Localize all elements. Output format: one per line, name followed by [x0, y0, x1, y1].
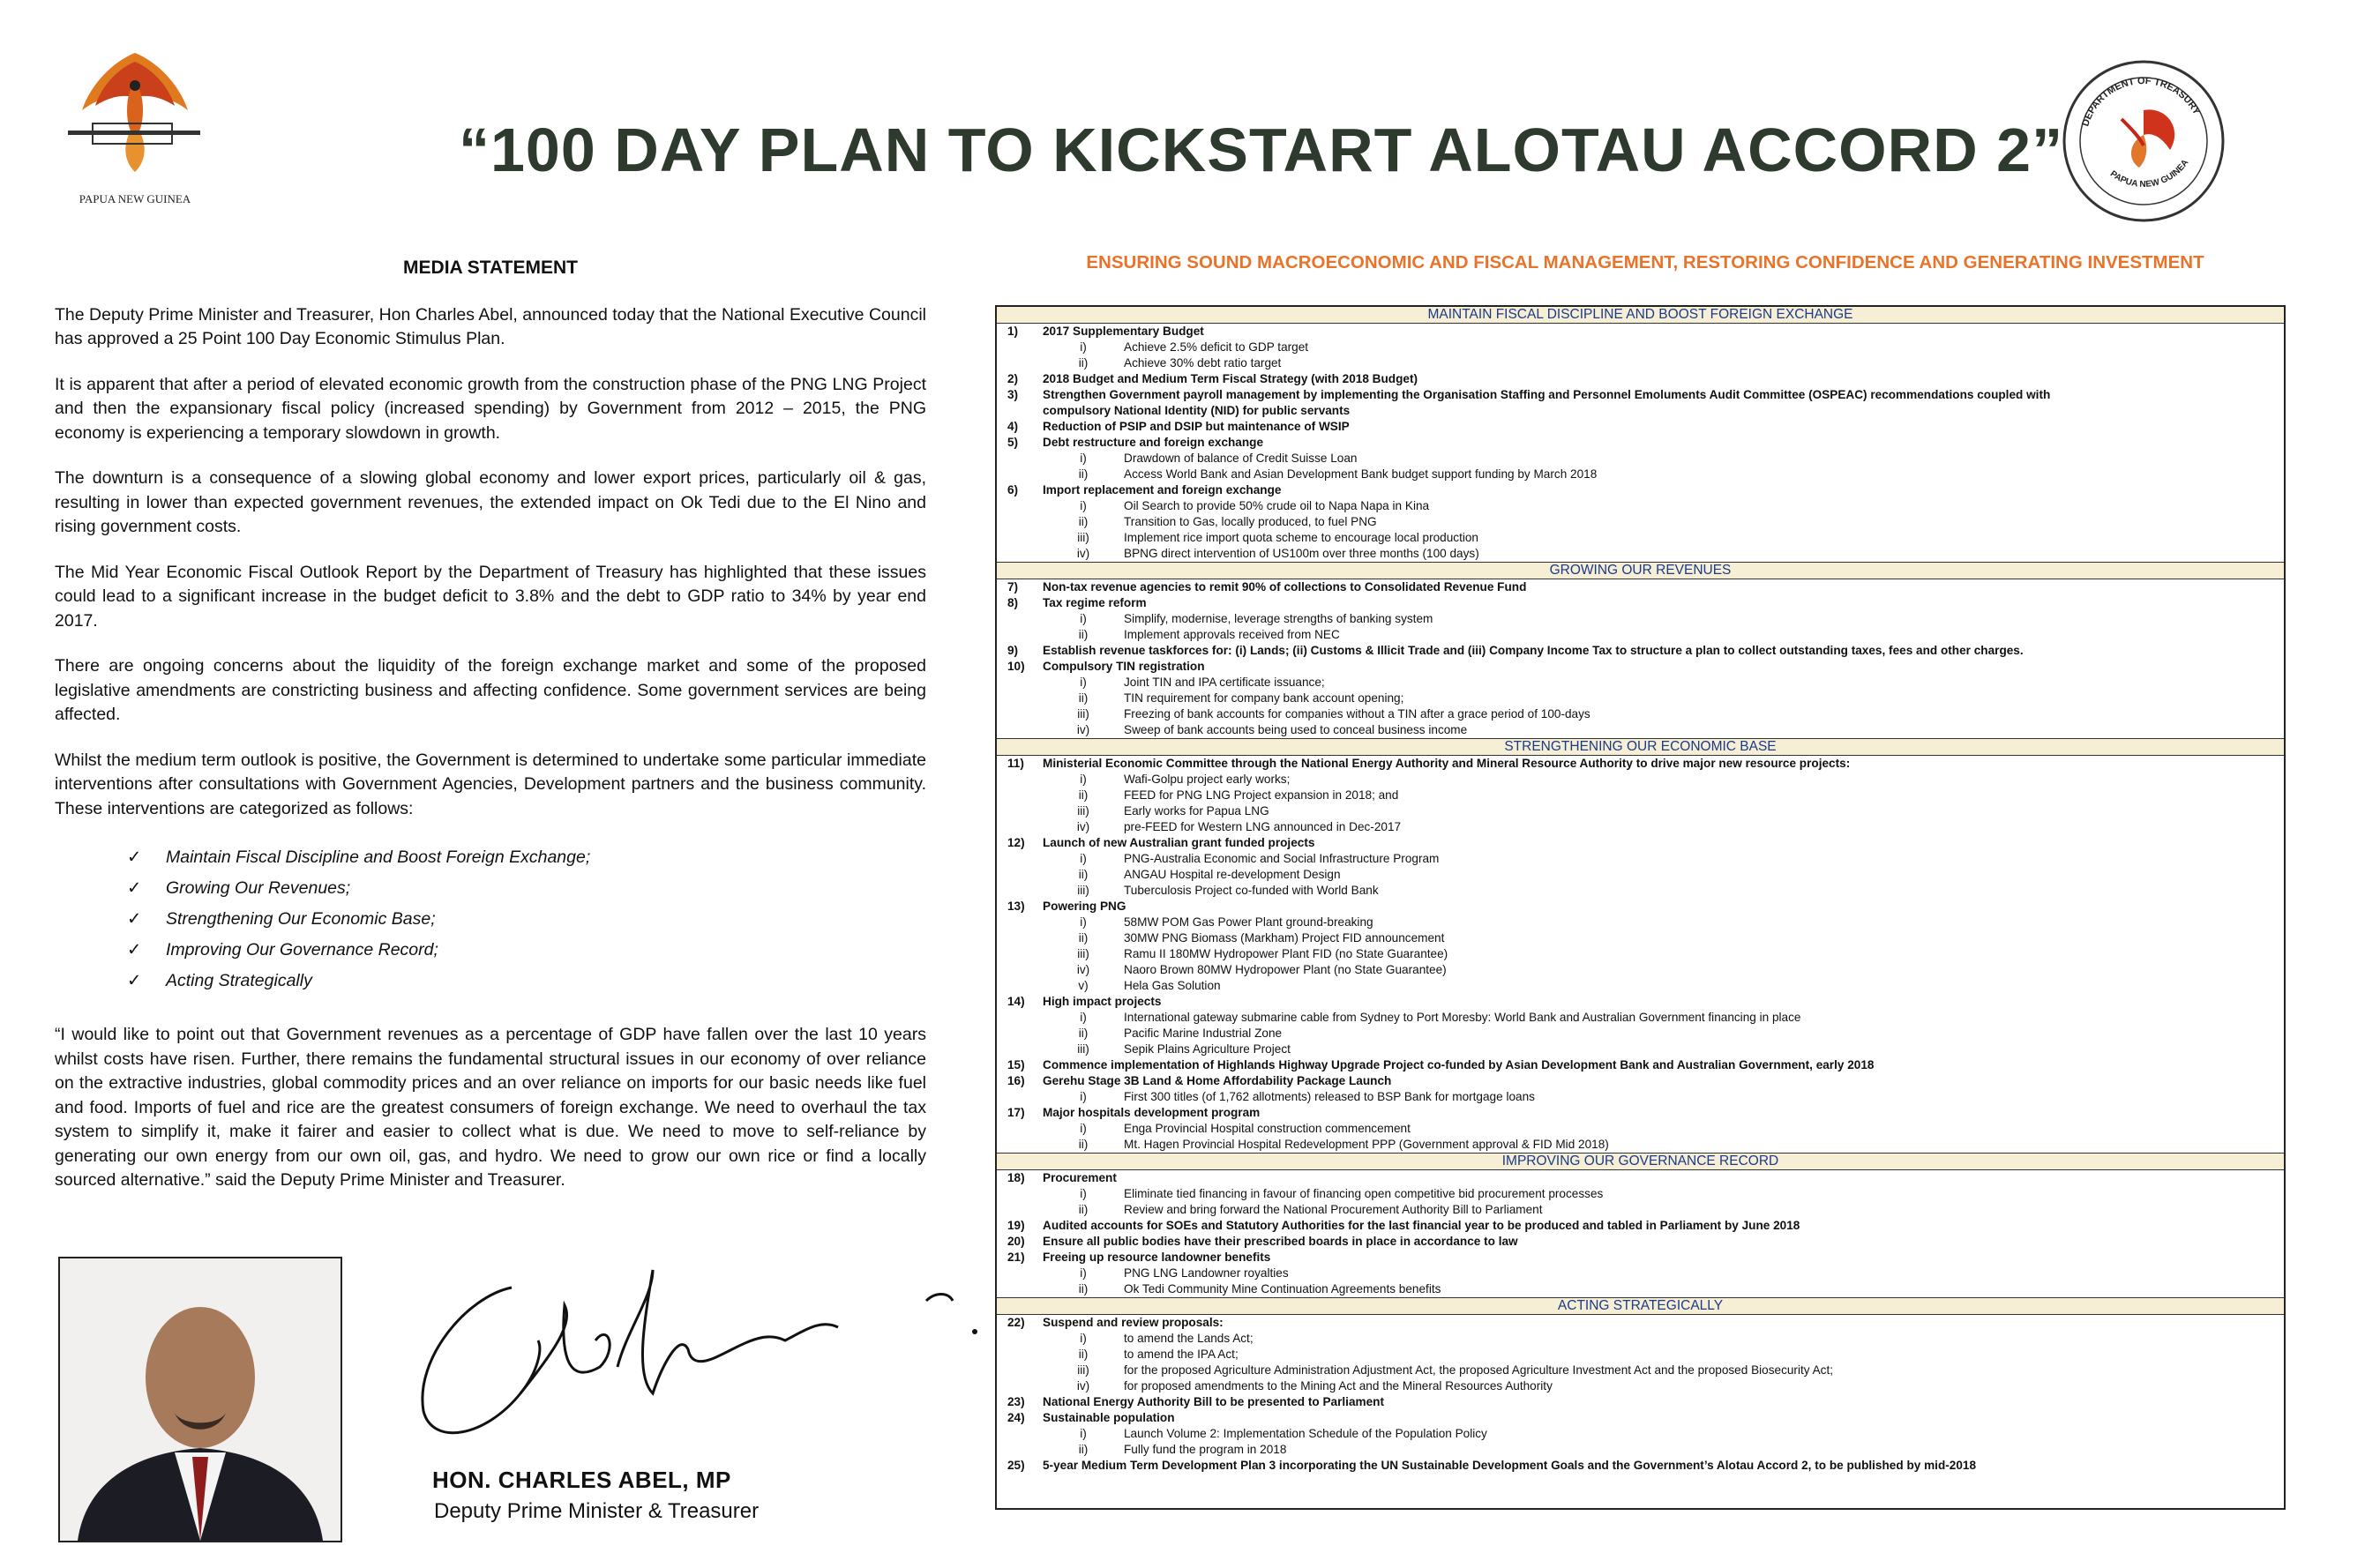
plan-subitem-text: Ok Tedi Community Mine Continuation Agreements benefits	[1124, 1282, 1441, 1295]
paragraph-2: It is apparent that after a period of elevated economic growth from the construction phase of the PNG LNG Project and then the expansionary fiscal policy (increased spending) by Government from 2012 – 2015, the PNG economy is experiencing a temporary slowdown in growth.	[55, 374, 926, 443]
plan-item	[997, 1218, 2284, 1234]
plan-subitem-text: 30MW PNG Biomass (Markham) Project FID announcement	[1124, 931, 1445, 945]
plan-item-text: 5-year Medium Term Development Plan 3 incorporating the UN Sustainable Development Goals and the Government’s Alotau Accord 2, to be published by mid-2018	[1043, 1459, 1977, 1472]
plan-subitem	[997, 1202, 2284, 1218]
plan-item	[997, 835, 2284, 851]
plan-subitem-numeral: i)	[1080, 1090, 1087, 1103]
plan-subitem-text: PNG LNG Landowner royalties	[1124, 1266, 1289, 1280]
plan-subitem	[997, 546, 2284, 562]
plan-subitem-numeral: iii)	[1077, 1042, 1089, 1056]
plan-subitem-numeral: ii)	[1078, 515, 1089, 528]
plan-item	[997, 1410, 2284, 1426]
plan-item-number: 19)	[1007, 1219, 1025, 1232]
plan-subitem	[997, 1089, 2284, 1105]
plan-subitem-numeral: ii)	[1078, 691, 1089, 705]
plan-subitem-numeral: iv)	[1076, 1379, 1090, 1393]
plan-subitem	[997, 1281, 2284, 1297]
plan-item	[997, 994, 2284, 1010]
plan-item-number: 4)	[1007, 420, 1019, 433]
plan-subitem	[997, 451, 2284, 467]
plan-subitem-text: PNG-Australia Economic and Social Infrastructure Program	[1124, 852, 1440, 865]
plan-item-number: 14)	[1007, 995, 1025, 1008]
plan-subitem-numeral: ii)	[1078, 1138, 1089, 1151]
plan-item	[997, 371, 2284, 387]
plan-subitem-text: Wafi-Golpu project early works;	[1124, 773, 1291, 786]
plan-item	[997, 579, 2284, 595]
plan-subitem-text: Achieve 30% debt ratio target	[1124, 356, 1282, 370]
plan-subitem-numeral: iii)	[1077, 1363, 1089, 1377]
plan-item-text: Debt restructure and foreign exchange	[1043, 436, 1264, 449]
plan-subitem	[997, 1042, 2284, 1057]
plan-subitem	[997, 788, 2284, 803]
plan-subitem-numeral: i)	[1080, 1122, 1087, 1135]
plan-item-text: Powering PNG	[1043, 900, 1126, 913]
plan-item-text: Import replacement and foreign exchange	[1043, 483, 1282, 497]
section-header: IMPROVING OUR GOVERNANCE RECORD	[997, 1153, 2284, 1170]
plan-subitem-numeral: iii)	[1077, 804, 1089, 818]
plan-item-text: 2018 Budget and Medium Term Fiscal Strategy (with 2018 Budget)	[1043, 372, 1418, 385]
plan-subitem	[997, 915, 2284, 930]
plan-subitem-numeral: ii)	[1078, 1203, 1089, 1216]
plan-subitem-text: to amend the Lands Act;	[1124, 1332, 1254, 1345]
plan-item	[997, 595, 2284, 611]
plan-item	[997, 1073, 2284, 1089]
plan-item-number: 1)	[1007, 325, 1019, 338]
plan-subitem	[997, 946, 2284, 962]
plan-subitem	[997, 819, 2284, 835]
plan-subitem-text: Tuberculosis Project co-funded with World Bank	[1124, 884, 1379, 897]
plan-item	[997, 1105, 2284, 1121]
section-header: GROWING OUR REVENUES	[997, 562, 2284, 579]
plan-subitem-text: 58MW POM Gas Power Plant ground-breaking	[1124, 915, 1373, 929]
papua-new-guinea-emblem	[57, 40, 212, 216]
plan-subitem-text: International gateway submarine cable from Sydney to Port Moresby: World Bank and Australian Government financing in place	[1124, 1011, 1801, 1024]
media-statement-heading: MEDIA STATEMENT	[403, 258, 578, 278]
paragraph-4: The Mid Year Economic Fiscal Outlook Report by the Department of Treasury has highlighted that these issues could lead to a significant increase in the budget deficit to 3.8% and the debt to GDP ratio to 34% by year end 2017.	[55, 562, 926, 631]
plan-subitem-text: Oil Search to provide 50% crude oil to Napa Napa in Kina	[1124, 499, 1430, 512]
checklist-item: ✓ Improving Our Governance Record;	[127, 935, 926, 966]
plan-item	[997, 1057, 2284, 1073]
plan-item	[997, 387, 2284, 403]
plan-subitem-text: Sepik Plains Agriculture Project	[1124, 1042, 1291, 1056]
paragraph-3: The downturn is a consequence of a slowing global economy and lower export prices, particularly oil & gas, resulting in lower than expected government revenues, the extended impact on Ok Tedi due to the El Nino and rising government costs.	[55, 468, 926, 536]
plan-item-number: 24)	[1007, 1411, 1025, 1424]
plan-subitem	[997, 1026, 2284, 1042]
checklist-item: ✓ Acting Strategically	[127, 966, 926, 997]
plan-subitem-numeral: i)	[1080, 612, 1087, 625]
plan-subtitle: ENSURING SOUND MACROECONOMIC AND FISCAL MANAGEMENT, RESTORING CONFIDENCE AND GENERATING INVESTMENT	[1086, 252, 2204, 273]
plan-subitem-numeral: ii)	[1078, 628, 1089, 641]
plan-subitem-numeral: i)	[1080, 1266, 1087, 1280]
check-icon: ✓	[127, 940, 142, 959]
check-icon: ✓	[127, 878, 142, 898]
plan-subitem	[997, 467, 2284, 482]
plan-subitem	[997, 1010, 2284, 1026]
plan-subitem-text: Achieve 2.5% deficit to GDP target	[1124, 340, 1309, 354]
paragraph-6: Whilst the medium term outlook is positive, the Government is determined to undertake some particular immediate interventions after consultations with Government Agencies, Development partners and the business community. These interventions are categorized as follows:	[55, 750, 926, 818]
check-icon: ✓	[127, 971, 142, 990]
checklist-item: ✓ Maintain Fiscal Discipline and Boost Foreign Exchange;	[127, 842, 926, 873]
plan-item	[997, 1234, 2284, 1250]
plan-item-text: compulsory National Identity (NID) for public servants	[1043, 404, 1351, 417]
plan-item	[997, 1250, 2284, 1266]
plan-item-number	[997, 403, 1043, 419]
plan-item-number: 25)	[1007, 1459, 1025, 1472]
plan-subitem-numeral: iv)	[1076, 723, 1090, 736]
plan-subitem-text: Access World Bank and Asian Development Bank budget support funding by March 2018	[1124, 467, 1598, 481]
plan-subitem	[997, 1363, 2284, 1378]
plan-subitem-text: Naoro Brown 80MW Hydropower Plant (no State Guarantee)	[1124, 963, 1447, 976]
plan-item-number: 9)	[1007, 644, 1019, 657]
plan-subitem-text: Simplify, modernise, leverage strengths of banking system	[1124, 612, 1433, 625]
plan-item-number: 15)	[1007, 1058, 1025, 1071]
plan-item-text: Freeing up resource landowner benefits	[1043, 1251, 1271, 1264]
plan-item-number: 11)	[1007, 757, 1024, 770]
plan-subitem-numeral: ii)	[1078, 788, 1089, 802]
paragraph-5: There are ongoing concerns about the liquidity of the foreign exchange market and some of the proposed legislative amendments are constricting business and affecting confidence. Some government services are being affected.	[55, 656, 926, 724]
plan-subitem	[997, 1137, 2284, 1153]
plan-subitem	[997, 851, 2284, 867]
plan-subitem	[997, 706, 2284, 722]
plan-item-number: 10)	[1007, 660, 1025, 673]
plan-item-text: Sustainable population	[1043, 1411, 1175, 1424]
plan-subitem-text: Joint TIN and IPA certificate issuance;	[1124, 676, 1325, 689]
plan-subitem-text: Review and bring forward the National Procurement Authority Bill to Parliament	[1124, 1203, 1543, 1216]
plan-item-number: 13)	[1007, 900, 1025, 913]
signatory-name: HON. CHARLES ABEL, MP	[432, 1467, 731, 1493]
plan-item-text: Tax regime reform	[1043, 596, 1147, 609]
plan-subitem-numeral: i)	[1080, 499, 1087, 512]
plan-subitem-numeral: ii)	[1078, 1348, 1089, 1361]
plan-item-text: Audited accounts for SOEs and Statutory Authorities for the last financial year to be produced and tabled in Parliament by June 2018	[1043, 1219, 1800, 1232]
plan-subitem-numeral: i)	[1080, 1187, 1087, 1200]
plan-item-number: 2)	[1007, 372, 1019, 385]
plan-subitem-numeral: iii)	[1077, 707, 1089, 721]
plan-item-text: Gerehu Stage 3B Land & Home Affordability Package Launch	[1043, 1074, 1392, 1087]
emblem-caption: PAPUA NEW GUINEA	[79, 192, 191, 205]
plan-subitem	[997, 930, 2284, 946]
plan-subitem-text: Implement approvals received from NEC	[1124, 628, 1340, 641]
plan-subitem	[997, 1186, 2284, 1202]
plan-subitem-numeral: v)	[1078, 979, 1089, 992]
plan-item	[997, 1170, 2284, 1186]
plan-subitem-numeral: i)	[1080, 773, 1087, 786]
signatory-title: Deputy Prime Minister & Treasurer	[434, 1499, 760, 1523]
plan-subitem-text: Ramu II 180MW Hydropower Plant FID (no State Guarantee)	[1124, 947, 1448, 960]
plan-subitem-text: Drawdown of balance of Credit Suisse Loan	[1124, 452, 1358, 465]
plan-item-number: 12)	[1007, 836, 1025, 849]
plan-item	[997, 1315, 2284, 1331]
plan-subitem-text: Freezing of bank accounts for companies without a TIN after a grace period of 100-days	[1124, 707, 1590, 721]
plan-subitem-numeral: ii)	[1078, 1443, 1089, 1456]
plan-subitem	[997, 340, 2284, 355]
plan-item-number: 7)	[1007, 580, 1019, 594]
plan-subitem-text: Hela Gas Solution	[1124, 979, 1221, 992]
plan-item-text: Ministerial Economic Committee through the National Energy Authority and Mineral Resource Authority to drive major new resource projects:	[1043, 757, 1851, 770]
plan-subitem	[997, 514, 2284, 530]
plan-subitem	[997, 867, 2284, 883]
plan-subitem	[997, 962, 2284, 978]
plan-item	[997, 756, 2284, 772]
plan-item-number: 8)	[1007, 596, 1019, 609]
plan-item-number: 16)	[1007, 1074, 1025, 1087]
plan-item-text: National Energy Authority Bill to be presented to Parliament	[1043, 1395, 1384, 1408]
plan-subitem-numeral: ii)	[1078, 931, 1089, 945]
media-statement	[55, 256, 926, 1214]
plan-subitem	[997, 1266, 2284, 1281]
plan-subitem-numeral: iv)	[1076, 820, 1090, 833]
logo-bottom-text: PAPUA NEW GUINEA	[2107, 158, 2191, 190]
plan-item	[997, 1394, 2284, 1410]
plan-subitem-numeral: i)	[1080, 452, 1087, 465]
section-header: STRENGTHENING OUR ECONOMIC BASE	[997, 738, 2284, 756]
category-checklist	[55, 842, 926, 997]
plan-subitem	[997, 627, 2284, 643]
check-icon: ✓	[127, 909, 142, 929]
plan-item	[997, 643, 2284, 659]
plan-subitem	[997, 498, 2284, 514]
section-header: ACTING STRATEGICALLY	[997, 1297, 2284, 1315]
plan-subitem-text: Pacific Marine Industrial Zone	[1124, 1027, 1283, 1040]
paragraph-1: The Deputy Prime Minister and Treasurer, Hon Charles Abel, announced today that the National Executive Council has approved a 25 Point 100 Day Economic Stimulus Plan.	[55, 304, 926, 348]
plan-item-number: 6)	[1007, 483, 1019, 497]
plan-item-number: 17)	[1007, 1106, 1025, 1119]
plan-subitem-text: for proposed amendments to the Mining Act and the Mineral Resources Authority	[1124, 1379, 1553, 1393]
plan-subitem	[997, 772, 2284, 788]
plan-item-text: Procurement	[1043, 1171, 1117, 1184]
plan-subitem-numeral: ii)	[1078, 1027, 1089, 1040]
plan-subitem-text: FEED for PNG LNG Project expansion in 2018; and	[1124, 788, 1399, 802]
plan-item-text: Non-tax revenue agencies to remit 90% of collections to Consolidated Revenue Fund	[1043, 580, 1527, 594]
plan-item-text: Ensure all public bodies have their prescribed boards in place in accordance to law	[1043, 1235, 1518, 1248]
plan-item	[997, 1458, 2284, 1474]
portrait-photo	[58, 1257, 342, 1542]
plan-item-text: Suspend and review proposals:	[1043, 1316, 1224, 1329]
plan-item-number: 18)	[1007, 1171, 1025, 1184]
plan-item	[997, 435, 2284, 451]
page-title: “100 DAY PLAN TO KICKSTART ALOTAU ACCORD 2”	[459, 116, 2064, 184]
plan-item-text: Reduction of PSIP and DSIP but maintenance of WSIP	[1043, 420, 1350, 433]
plan-subitem-numeral: i)	[1080, 915, 1087, 929]
plan-subitem-numeral: i)	[1080, 1011, 1087, 1024]
plan-subitem-numeral: i)	[1080, 852, 1087, 865]
plan-subitem-numeral: iii)	[1077, 947, 1089, 960]
plan-item-number: 23)	[1007, 1395, 1025, 1408]
plan-subitem-text: First 300 titles (of 1,762 allotments) released to BSP Bank for mortgage loans	[1124, 1090, 1535, 1103]
check-icon: ✓	[127, 847, 142, 867]
plan-subitem	[997, 1442, 2284, 1458]
plan-subitem	[997, 1347, 2284, 1363]
plan-table	[995, 305, 2286, 1510]
logo-top-text: DEPARTMENT OF TREASURY	[2080, 75, 2202, 128]
plan-subitem-numeral: i)	[1080, 676, 1087, 689]
plan-subitem-text: pre-FEED for Western LNG announced in Dec-2017	[1124, 820, 1402, 833]
plan-subitem-numeral: iii)	[1077, 884, 1089, 897]
plan-subitem-numeral: i)	[1080, 340, 1087, 354]
plan-subitem-numeral: iv)	[1076, 547, 1090, 560]
plan-subitem-text: Implement rice import quota scheme to encourage local production	[1124, 531, 1478, 544]
plan-item	[997, 482, 2284, 498]
plan-item-text: 2017 Supplementary Budget	[1043, 325, 1204, 338]
plan-subitem	[997, 722, 2284, 738]
plan-item	[997, 419, 2284, 435]
plan-subitem-text: Fully fund the program in 2018	[1124, 1443, 1287, 1456]
plan-subitem-text: BPNG direct intervention of US100m over three months (100 days)	[1124, 547, 1479, 560]
plan-item-text: Strengthen Government payroll management by implementing the Organisation Staffing and Personnel Emoluments Audit Committee (OSPEAC) recommendations coupled with	[1043, 388, 2051, 401]
plan-subitem-numeral: iii)	[1077, 531, 1089, 544]
plan-item-text: Launch of new Australian grant funded projects	[1043, 836, 1315, 849]
department-of-treasury-logo	[2060, 57, 2227, 225]
plan-subitem	[997, 1331, 2284, 1347]
plan-subitem	[997, 1378, 2284, 1394]
plan-item-number: 21)	[1007, 1251, 1025, 1264]
plan-subitem-numeral: ii)	[1078, 356, 1089, 370]
plan-item	[997, 899, 2284, 915]
plan-item-text: High impact projects	[1043, 995, 1162, 1008]
plan-subitem-numeral: i)	[1080, 1427, 1087, 1440]
checklist-item: ✓ Growing Our Revenues;	[127, 873, 926, 904]
plan-subitem-text: to amend the IPA Act;	[1124, 1348, 1239, 1361]
handwritten-signature	[388, 1217, 1006, 1455]
plan-subitem-text: Early works for Papua LNG	[1124, 804, 1269, 818]
plan-item-text: Commence implementation of Highlands Highway Upgrade Project co-funded by Asian Development Bank and Australian Government, early 2018	[1043, 1058, 1875, 1071]
plan-subitem	[997, 355, 2284, 371]
plan-item-text: Establish revenue taskforces for: (i) Lands; (ii) Customs & Illicit Trade and (iii) Company Income Tax to structure a plan to collect outstanding taxes, fees and other charges.	[1043, 644, 2024, 657]
plan-subitem-text: Enga Provincial Hospital construction commencement	[1124, 1122, 1411, 1135]
plan-subitem	[997, 530, 2284, 546]
plan-item-text: Compulsory TIN registration	[1043, 660, 1205, 673]
checklist-item: ✓ Strengthening Our Economic Base;	[127, 904, 926, 935]
plan-subitem	[997, 883, 2284, 899]
plan-subitem-text: Mt. Hagen Provincial Hospital Redevelopment PPP (Government approval & FID Mid 2018)	[1124, 1138, 1609, 1151]
plan-item-number: 20)	[1007, 1235, 1025, 1248]
plan-subitem-text: Eliminate tied financing in favour of financing open competitive bid procurement processes	[1124, 1187, 1604, 1200]
plan-subitem	[997, 978, 2284, 994]
plan-subitem	[997, 1426, 2284, 1442]
plan-subitem	[997, 803, 2284, 819]
plan-item	[997, 403, 2284, 419]
plan-item-number: 5)	[1007, 436, 1019, 449]
plan-subitem-text: Transition to Gas, locally produced, to fuel PNG	[1124, 515, 1377, 528]
plan-subitem-text: TIN requirement for company bank account opening;	[1124, 691, 1404, 705]
plan-item	[997, 324, 2284, 340]
plan-item-number: 3)	[1007, 388, 1019, 401]
plan-subitem	[997, 675, 2284, 691]
treasurer-quote: “I would like to point out that Government revenues as a percentage of GDP have fallen over the last 10 years whilst costs have risen. Further, there remains the fundamental structural issues in our economy of over reliance on the extractive industries, global commodity prices and an over reliance on imports for our basic needs like fuel and food. Imports of fuel and rice are the greatest consumers of foreign exchange. We need to overhaul the tax system to simplify it, make it fairer and easier to collect what is due. We need to move to self-reliance by generating our own energy from our own oil, gas, and hydro. We need to grow our own rice or find a locally sourced alternative.” said the Deputy Prime Minister and Treasurer.	[55, 1025, 926, 1190]
plan-item	[997, 659, 2284, 675]
plan-subitem-text: for the proposed Agriculture Administration Adjustment Act, the proposed Agriculture Investment Act and the proposed Biosecurity Act;	[1124, 1363, 1833, 1377]
plan-subitem-numeral: ii)	[1078, 868, 1089, 881]
plan-subitem	[997, 691, 2284, 706]
plan-subitem	[997, 1121, 2284, 1137]
plan-item-text: Major hospitals development program	[1043, 1106, 1261, 1119]
plan-subitem-text: ANGAU Hospital re-development Design	[1124, 868, 1341, 881]
plan-subitem	[997, 611, 2284, 627]
plan-subitem-numeral: ii)	[1078, 467, 1089, 481]
plan-subitem-text: Launch Volume 2: Implementation Schedule of the Population Policy	[1124, 1427, 1487, 1440]
plan-item-number: 22)	[1007, 1316, 1025, 1329]
plan-subitem-text: Sweep of bank accounts being used to conceal business income	[1124, 723, 1468, 736]
plan-subitem-numeral: i)	[1080, 1332, 1087, 1345]
plan-subitem-numeral: ii)	[1078, 1282, 1089, 1295]
plan-subitem-numeral: iv)	[1076, 963, 1090, 976]
section-header: MAINTAIN FISCAL DISCIPLINE AND BOOST FOREIGN EXCHANGE	[997, 307, 2284, 324]
